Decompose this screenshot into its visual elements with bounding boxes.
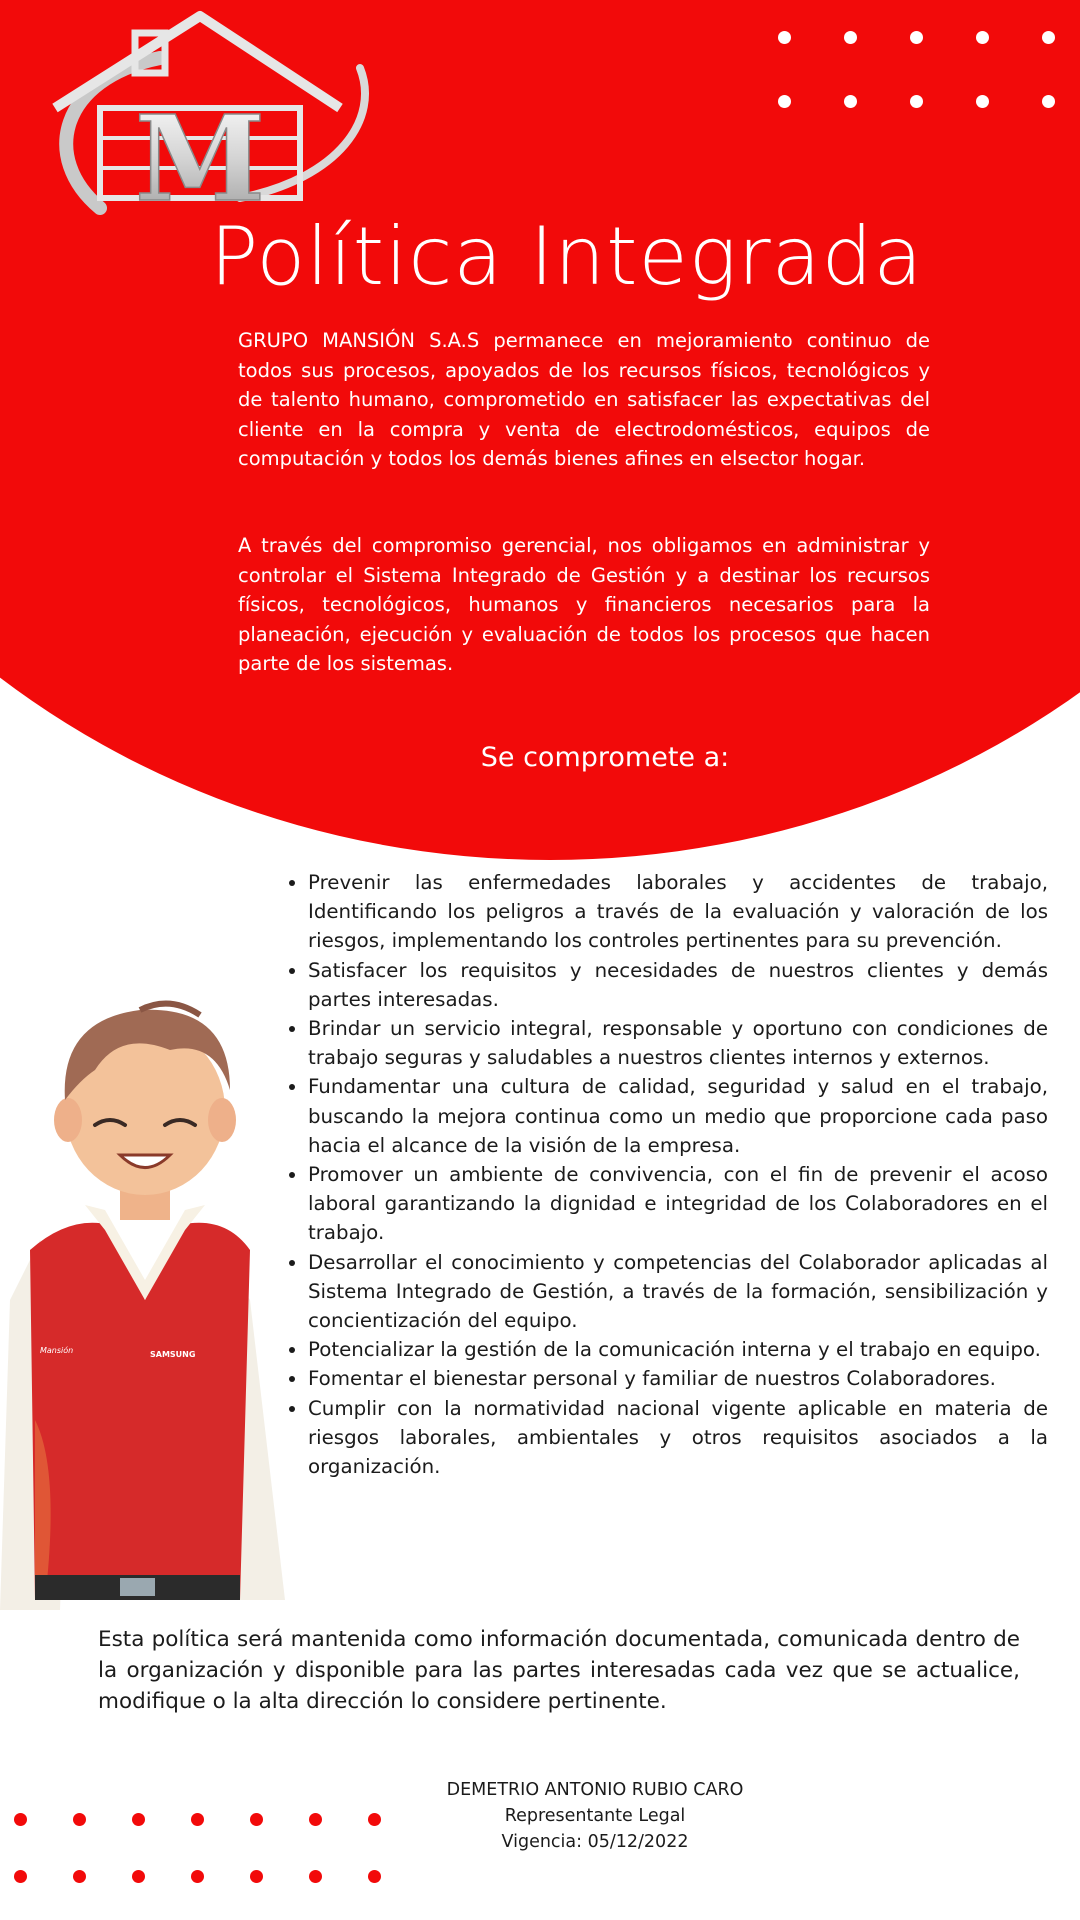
vest-brand-label: SAMSUNG: [150, 1350, 196, 1359]
vest-logo-label: Mansión: [40, 1346, 74, 1355]
list-item: • Promover un ambiente de convivencia, con el fin de prevenir el acoso laboral garantizando la dignidad e integridad de los Colaboradores en el trabajo.: [308, 1160, 1048, 1248]
signature-block: [380, 1777, 810, 1855]
closing-paragraph: Esta política será mantenida como información documentada, comunicada dentro de la organización y disponible para las partes interesadas cada vez que se actualice, modifique o la alta dirección lo considere pertinente.: [98, 1627, 1020, 1714]
signatory-role: Representante Legal: [504, 1806, 686, 1826]
house-m-logo-icon: [40, 8, 380, 233]
commitments-list: [280, 868, 1048, 1481]
intro-paragraph-1: GRUPO MANSIÓN S.A.S permanece en mejoramiento continuo de todos sus procesos, apoyados de los recursos físicos, tecnológicos y de talento humano, comprometido en satisfacer las expectativas del cliente en la compra y venta de electrodomésticos, equipos de computación y todos los demás bienes afines en elsector hogar.: [238, 329, 930, 470]
list-item: • Satisfacer los requisitos y necesidades de nuestros clientes y demás partes interesadas.: [308, 956, 1048, 1014]
list-item: • Cumplir con la normatividad nacional vigente aplicable en materia de riesgos laborales, ambientales y otros requisitos asociados a la organización.: [308, 1394, 1048, 1482]
signatory-name: DEMETRIO ANTONIO RUBIO CARO: [446, 1780, 744, 1800]
employee-character-illustration: [0, 1000, 290, 1610]
intro-paragraph-2: A través del compromiso gerencial, nos obligamos en administrar y controlar el Sistema Integrado de Gestión y a destinar los recursos físicos, tecnológicos, humanos y financieros necesarios para la planeación, ejecución y evaluación de todos los procesos que hacen parte de los sistemas.: [238, 534, 930, 675]
commitment-heading: Se compromete a:: [480, 742, 730, 773]
svg-text:M: M: [134, 89, 266, 228]
list-item: • Desarrollar el conocimiento y competencias del Colaborador aplicadas al Sistema Integrado de Gestión, a través de la formación, sensibilización y concientización del equipo.: [308, 1248, 1048, 1336]
list-item: • Fomentar el bienestar personal y familiar de nuestros Colaboradores.: [308, 1364, 1048, 1393]
list-item: • Fundamentar una cultura de calidad, seguridad y salud en el trabajo, buscando la mejora continua como un medio que proporcione cada paso hacia el alcance de la visión de la empresa.: [308, 1072, 1048, 1160]
list-item: • Prevenir las enfermedades laborales y accidentes de trabajo, Identificando los peligros a través de la evaluación y valoración de los riesgos, implementando los controles pertinentes para su prevención.: [308, 868, 1048, 956]
list-item: • Potencializar la gestión de la comunicación interna y el trabajo en equipo.: [308, 1335, 1048, 1364]
bottom-dots-decoration: [14, 1813, 384, 1883]
validity-date: Vigencia: 05/12/2022: [501, 1832, 689, 1852]
page-title: Política Integrada: [210, 210, 924, 303]
list-item: • Brindar un servicio integral, responsable y oportuno con condiciones de trabajo seguras y saludables a nuestros clientes internos y externos.: [308, 1014, 1048, 1072]
top-dots-decoration: [778, 31, 1068, 111]
